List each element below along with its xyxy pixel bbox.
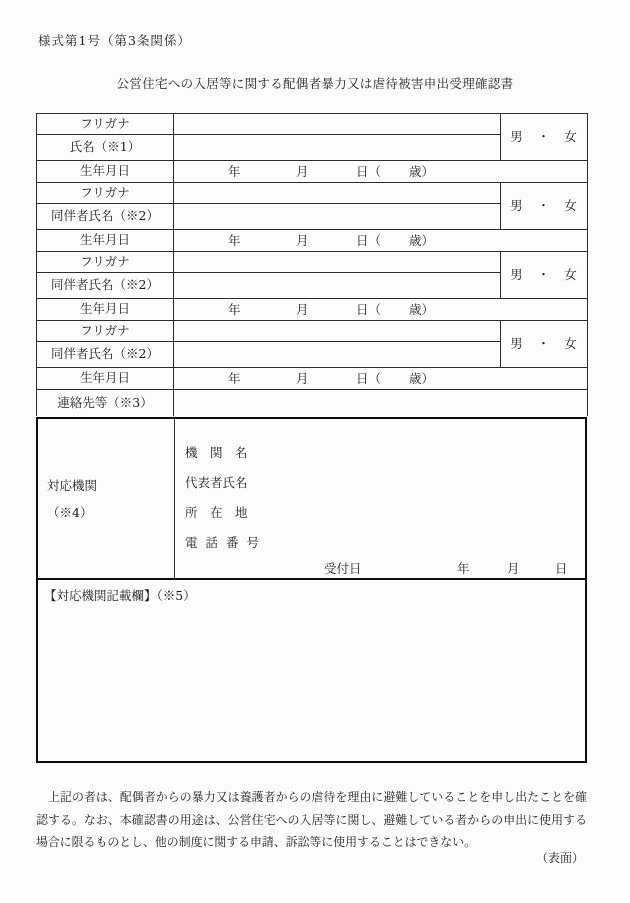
furigana-label: フリガナ <box>37 321 174 342</box>
reception-day-label: 日 <box>555 561 568 576</box>
companion-name-field[interactable] <box>174 273 501 299</box>
agency-label-cell <box>38 419 175 578</box>
reception-year-label: 年 <box>457 561 470 576</box>
birth-date-label: 生年月日 <box>37 299 174 321</box>
agency-section <box>36 417 587 763</box>
day-label: 日（ <box>356 232 382 248</box>
day-label: 日（ <box>356 163 382 179</box>
furigana-field[interactable] <box>174 252 501 273</box>
table-row <box>37 321 588 342</box>
furigana-label: フリガナ <box>37 183 174 204</box>
page-side-label: （表面） <box>535 851 584 865</box>
birth-date-label: 生年月日 <box>37 161 174 183</box>
month-label: 月 <box>296 301 309 317</box>
reception-date-label: 受付日 <box>324 561 362 576</box>
age-label: 歳） <box>409 370 435 386</box>
gender-options[interactable]: 男 ・ 女 <box>501 114 588 161</box>
companion-name-label: 同伴者氏名（※2） <box>37 273 174 299</box>
year-label: 年 <box>228 301 241 317</box>
table-row <box>37 183 588 204</box>
agency-phone-label: 電話番号 <box>185 535 268 550</box>
table-row <box>37 368 588 390</box>
birth-date-field[interactable] <box>174 161 588 183</box>
year-label: 年 <box>228 163 241 179</box>
companion-name-label: 同伴者氏名（※2） <box>37 204 174 230</box>
age-label: 歳） <box>409 232 435 248</box>
birth-date-label: 生年月日 <box>37 230 174 252</box>
applicant-name-field[interactable] <box>174 135 501 161</box>
table-row <box>37 230 588 252</box>
table-row <box>37 299 588 321</box>
furigana-label: フリガナ <box>37 114 174 135</box>
age-label: 歳） <box>409 301 435 317</box>
agency-label: 対応機関 <box>47 478 98 493</box>
furigana-field[interactable] <box>174 321 501 342</box>
table-row <box>37 114 588 135</box>
birth-date-field[interactable] <box>174 299 588 321</box>
gender-options[interactable]: 男 ・ 女 <box>501 321 588 368</box>
table-row <box>37 390 588 417</box>
agency-entry-label: 【対応機関記載欄】（※5） <box>44 588 196 603</box>
birth-date-field[interactable] <box>174 230 588 252</box>
table-row <box>37 161 588 183</box>
agency-name-label: 機 関 名 <box>185 445 248 460</box>
reception-month-label: 月 <box>507 561 520 576</box>
month-label: 月 <box>296 232 309 248</box>
applicant-table <box>36 113 588 416</box>
agency-info-row <box>38 419 585 580</box>
day-label: 日（ <box>356 301 382 317</box>
companion-name-label: 同伴者氏名（※2） <box>37 342 174 368</box>
form-number-label: 様式第1号（第3条関係） <box>38 33 191 48</box>
companion-name-field[interactable] <box>174 342 501 368</box>
document-title: 公営住宅への入居等に関する配偶者暴力又は虐待被害申出受理確認書 <box>116 76 514 91</box>
companion-name-field[interactable] <box>174 204 501 230</box>
birth-date-label: 生年月日 <box>37 368 174 390</box>
reception-date-row[interactable] <box>175 559 585 575</box>
agency-address-label: 所 在 地 <box>185 505 248 520</box>
gender-options[interactable]: 男 ・ 女 <box>501 252 588 299</box>
agency-representative-label: 代表者氏名 <box>185 475 248 490</box>
gender-options[interactable]: 男 ・ 女 <box>501 183 588 230</box>
month-label: 月 <box>296 163 309 179</box>
furigana-field[interactable] <box>174 114 501 135</box>
agency-fields[interactable] <box>175 419 585 578</box>
contact-field[interactable] <box>174 390 588 417</box>
month-label: 月 <box>296 370 309 386</box>
furigana-label: フリガナ <box>37 252 174 273</box>
year-label: 年 <box>228 232 241 248</box>
applicant-name-label: 氏名（※1） <box>37 135 174 161</box>
age-label: 歳） <box>409 163 435 179</box>
birth-date-field[interactable] <box>174 368 588 390</box>
contact-label: 連絡先等（※3） <box>37 390 174 417</box>
agency-ref-label: （※4） <box>47 505 93 520</box>
day-label: 日（ <box>356 370 382 386</box>
closing-note: 上記の者は、配偶者からの暴力又は養護者からの虐待を理由に避難していることを申し出たことを確認する。なお、本確認書の用途は、公営住宅への入居等に関し、避難している者からの申出に使用する場合に限るものとし、他の制度に関する申請、訴訟等に使用することはできない。 <box>36 790 587 849</box>
agency-entry-area[interactable] <box>38 580 585 761</box>
table-row <box>37 252 588 273</box>
furigana-field[interactable] <box>174 183 501 204</box>
year-label: 年 <box>228 370 241 386</box>
